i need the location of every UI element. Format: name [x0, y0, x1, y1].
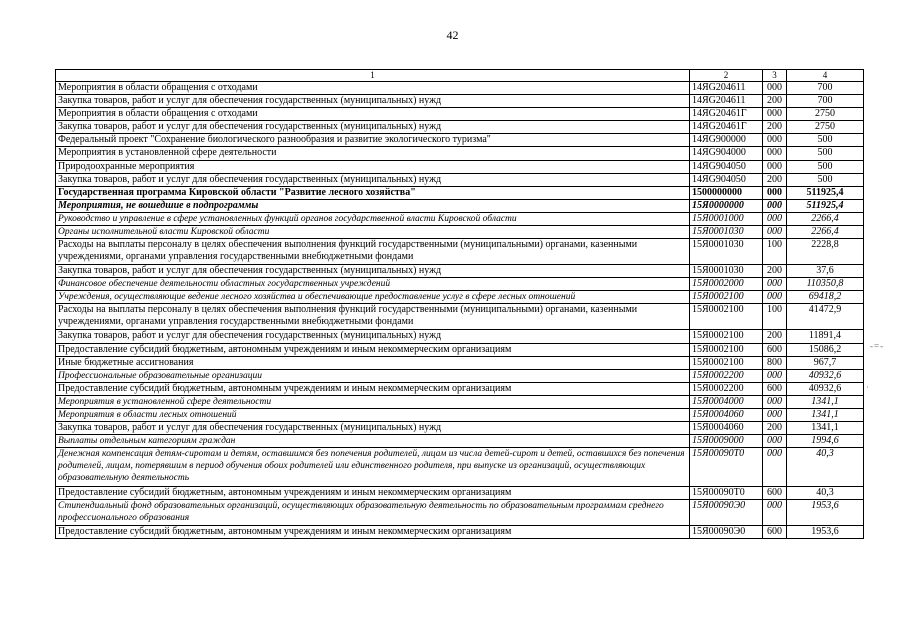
- row-type-cell: 100: [763, 304, 787, 330]
- row-name-cell: Закупка товаров, работ и услуг для обеспечения государственных (муниципальных) нужд: [56, 173, 690, 186]
- table-row: [56, 121, 864, 134]
- row-name-cell: Выплаты отдельным категориям граждан: [56, 435, 690, 448]
- margin-mark-icon: ˙: [866, 385, 870, 395]
- row-type-cell: 000: [763, 369, 787, 382]
- table-row: [56, 108, 864, 121]
- row-type-cell: 200: [763, 121, 787, 134]
- row-code-cell: 15Я00090Т0: [690, 448, 763, 487]
- row-name-cell: Мероприятия, не вошедшие в подпрограммы: [56, 199, 690, 212]
- row-name-cell: Мероприятия в области обращения с отходами: [56, 82, 690, 95]
- row-amount-cell: 500: [787, 173, 864, 186]
- row-name-cell: Мероприятия в установленной сфере деятельности: [56, 395, 690, 408]
- row-code-cell: 15Я0002100: [690, 291, 763, 304]
- row-amount-cell: 40,3: [787, 487, 864, 500]
- row-amount-cell: 1994,6: [787, 435, 864, 448]
- row-type-cell: 000: [763, 448, 787, 487]
- row-code-cell: 15Я0009000: [690, 435, 763, 448]
- row-amount-cell: 2750: [787, 108, 864, 121]
- row-type-cell: 200: [763, 95, 787, 108]
- row-code-cell: 15Я0002100: [690, 304, 763, 330]
- row-code-cell: 1500000000: [690, 186, 763, 199]
- row-name-cell: Учреждения, осуществляющие ведение лесного хозяйства и обеспечивающие предоставление услуг в сфере лесных отношений: [56, 291, 690, 304]
- table-row: [56, 343, 864, 356]
- margin-mark-icon: -=-: [870, 341, 885, 351]
- header-cell-amount: 4: [787, 70, 864, 82]
- row-type-cell: 000: [763, 226, 787, 239]
- table-row: [56, 212, 864, 225]
- table-row: [56, 448, 864, 487]
- row-amount-cell: 2228,8: [787, 239, 864, 265]
- table-row: [56, 435, 864, 448]
- row-code-cell: 14ЯG900000: [690, 134, 763, 147]
- row-code-cell: 15Я0004000: [690, 395, 763, 408]
- row-type-cell: 600: [763, 526, 787, 539]
- row-amount-cell: 700: [787, 82, 864, 95]
- table-row: [56, 186, 864, 199]
- row-code-cell: 15Я0002200: [690, 369, 763, 382]
- row-type-cell: 000: [763, 147, 787, 160]
- header-cell-name: 1: [56, 70, 690, 82]
- row-amount-cell: 1953,6: [787, 526, 864, 539]
- row-type-cell: 000: [763, 134, 787, 147]
- table-row: [56, 304, 864, 330]
- row-type-cell: 600: [763, 487, 787, 500]
- budget-table: [55, 69, 864, 539]
- row-type-cell: 000: [763, 435, 787, 448]
- row-name-cell: Профессиональные образовательные организации: [56, 369, 690, 382]
- row-code-cell: 14ЯG904050: [690, 160, 763, 173]
- row-amount-cell: 511925,4: [787, 199, 864, 212]
- table-row: [56, 265, 864, 278]
- row-type-cell: 000: [763, 108, 787, 121]
- row-code-cell: 15Я00090Э0: [690, 526, 763, 539]
- row-name-cell: Закупка товаров, работ и услуг для обеспечения государственных (муниципальных) нужд: [56, 121, 690, 134]
- row-name-cell: Стипендиальный фонд образовательных организаций, осуществляющих образовательную деятельность по образовательным программам среднего профессионального образования: [56, 500, 690, 526]
- row-amount-cell: 1341,1: [787, 422, 864, 435]
- header-row: [56, 70, 864, 82]
- row-type-cell: 000: [763, 408, 787, 421]
- row-amount-cell: 40932,6: [787, 382, 864, 395]
- row-name-cell: Финансовое обеспечение деятельности областных государственных учреждений: [56, 278, 690, 291]
- row-type-cell: 200: [763, 265, 787, 278]
- page-number: 42: [446, 28, 459, 42]
- row-code-cell: 14ЯG204611: [690, 82, 763, 95]
- table-row: [56, 278, 864, 291]
- row-name-cell: Органы исполнительной власти Кировской области: [56, 226, 690, 239]
- table-row: [56, 147, 864, 160]
- row-code-cell: 14ЯG20461Г: [690, 121, 763, 134]
- row-amount-cell: 2266,4: [787, 212, 864, 225]
- table-row: [56, 526, 864, 539]
- row-name-cell: Мероприятия в установленной сфере деятельности: [56, 147, 690, 160]
- row-name-cell: Закупка товаров, работ и услуг для обеспечения государственных (муниципальных) нужд: [56, 95, 690, 108]
- table-row: [56, 95, 864, 108]
- row-name-cell: Предоставление субсидий бюджетным, автономным учреждениям и иным некоммерческим организациям: [56, 526, 690, 539]
- row-name-cell: Руководство и управление в сфере установленных функций органов государственной власти Кировской области: [56, 212, 690, 225]
- row-type-cell: 200: [763, 422, 787, 435]
- row-type-cell: 200: [763, 330, 787, 343]
- row-type-cell: 800: [763, 356, 787, 369]
- table-row: [56, 226, 864, 239]
- row-amount-cell: 40932,6: [787, 369, 864, 382]
- table-row: [56, 291, 864, 304]
- row-amount-cell: 69418,2: [787, 291, 864, 304]
- row-name-cell: Закупка товаров, работ и услуг для обеспечения государственных (муниципальных) нужд: [56, 265, 690, 278]
- row-amount-cell: 41472,9: [787, 304, 864, 330]
- row-name-cell: Иные бюджетные ассигнования: [56, 356, 690, 369]
- row-code-cell: 15Я0002200: [690, 382, 763, 395]
- row-code-cell: 15Я00090Э0: [690, 500, 763, 526]
- row-type-cell: 200: [763, 173, 787, 186]
- budget-table-body: [56, 70, 864, 539]
- row-code-cell: 15Я0001030: [690, 239, 763, 265]
- row-amount-cell: 1341,1: [787, 395, 864, 408]
- table-row: [56, 408, 864, 421]
- row-name-cell: Мероприятия в области обращения с отходами: [56, 108, 690, 121]
- table-row: [56, 82, 864, 95]
- row-name-cell: Закупка товаров, работ и услуг для обеспечения государственных (муниципальных) нужд: [56, 330, 690, 343]
- row-name-cell: Расходы на выплаты персоналу в целях обеспечения выполнения функций государственными (муниципальными) органами, казенными учреждениями, органами управления государственными внебюджетными фондами: [56, 239, 690, 265]
- row-name-cell: Денежная компенсация детям-сиротам и детям, оставшимся без попечения родителей, лицам из числа детей-сирот и детей, оставшихся без попечения родителей, лицам, потерявшим в период обучения обоих родителей или единственного родителя, при выпуске из организаций, осуществляющих образовательную деятельность: [56, 448, 690, 487]
- row-type-cell: 000: [763, 82, 787, 95]
- row-code-cell: 15Я0002000: [690, 278, 763, 291]
- row-code-cell: 15Я0001030: [690, 265, 763, 278]
- row-amount-cell: 1341,1: [787, 408, 864, 421]
- table-row: [56, 356, 864, 369]
- row-type-cell: 000: [763, 500, 787, 526]
- row-amount-cell: 500: [787, 160, 864, 173]
- table-row: [56, 199, 864, 212]
- row-type-cell: 000: [763, 291, 787, 304]
- table-row: [56, 487, 864, 500]
- row-code-cell: 15Я0001000: [690, 212, 763, 225]
- row-name-cell: Предоставление субсидий бюджетным, автономным учреждениям и иным некоммерческим организациям: [56, 382, 690, 395]
- row-amount-cell: 15086,2: [787, 343, 864, 356]
- row-amount-cell: 500: [787, 134, 864, 147]
- row-code-cell: 15Я0004060: [690, 408, 763, 421]
- row-amount-cell: 110350,8: [787, 278, 864, 291]
- row-code-cell: 15Я0002100: [690, 343, 763, 356]
- row-name-cell: Предоставление субсидий бюджетным, автономным учреждениям и иным некоммерческим организациям: [56, 343, 690, 356]
- row-amount-cell: 700: [787, 95, 864, 108]
- row-name-cell: Природоохранные мероприятия: [56, 160, 690, 173]
- row-name-cell: Мероприятия в области лесных отношений: [56, 408, 690, 421]
- row-type-cell: 600: [763, 382, 787, 395]
- row-amount-cell: 2750: [787, 121, 864, 134]
- row-type-cell: 000: [763, 199, 787, 212]
- row-code-cell: 15Я0004060: [690, 422, 763, 435]
- row-code-cell: 14ЯG204611: [690, 95, 763, 108]
- row-amount-cell: 1953,6: [787, 500, 864, 526]
- table-row: [56, 160, 864, 173]
- row-type-cell: 000: [763, 160, 787, 173]
- row-code-cell: 15Я0001030: [690, 226, 763, 239]
- row-name-cell: Федеральный проект "Сохранение биологического разнообразия и развитие экологического туризма": [56, 134, 690, 147]
- row-type-cell: 000: [763, 395, 787, 408]
- row-amount-cell: 967,7: [787, 356, 864, 369]
- row-code-cell: 14ЯG20461Г: [690, 108, 763, 121]
- header-cell-type: 3: [763, 70, 787, 82]
- row-code-cell: 15Я00090Т0: [690, 487, 763, 500]
- row-code-cell: 15Я0002100: [690, 356, 763, 369]
- row-amount-cell: 37,6: [787, 265, 864, 278]
- row-name-cell: Закупка товаров, работ и услуг для обеспечения государственных (муниципальных) нужд: [56, 422, 690, 435]
- row-code-cell: 14ЯG904050: [690, 173, 763, 186]
- row-type-cell: 100: [763, 239, 787, 265]
- row-amount-cell: 500: [787, 147, 864, 160]
- table-row: [56, 422, 864, 435]
- table-row: [56, 134, 864, 147]
- row-type-cell: 600: [763, 343, 787, 356]
- row-name-cell: Государственная программа Кировской области "Развитие лесного хозяйства": [56, 186, 690, 199]
- row-code-cell: 14ЯG904000: [690, 147, 763, 160]
- row-name-cell: Расходы на выплаты персоналу в целях обеспечения выполнения функций государственными (муниципальными) органами, казенными учреждениями, органами управления государственными внебюджетными фондами: [56, 304, 690, 330]
- row-amount-cell: 40,3: [787, 448, 864, 487]
- header-cell-code: 2: [690, 70, 763, 82]
- row-amount-cell: 2266,4: [787, 226, 864, 239]
- row-code-cell: 15Я0000000: [690, 199, 763, 212]
- row-type-cell: 000: [763, 212, 787, 225]
- table-row: [56, 369, 864, 382]
- table-row: [56, 239, 864, 265]
- row-type-cell: 000: [763, 186, 787, 199]
- table-row: [56, 382, 864, 395]
- row-amount-cell: 11891,4: [787, 330, 864, 343]
- row-name-cell: Предоставление субсидий бюджетным, автономным учреждениям и иным некоммерческим организациям: [56, 487, 690, 500]
- table-row: [56, 395, 864, 408]
- table-row: [56, 500, 864, 526]
- table-row: [56, 330, 864, 343]
- row-amount-cell: 511925,4: [787, 186, 864, 199]
- table-row: [56, 173, 864, 186]
- row-code-cell: 15Я0002100: [690, 330, 763, 343]
- row-type-cell: 000: [763, 278, 787, 291]
